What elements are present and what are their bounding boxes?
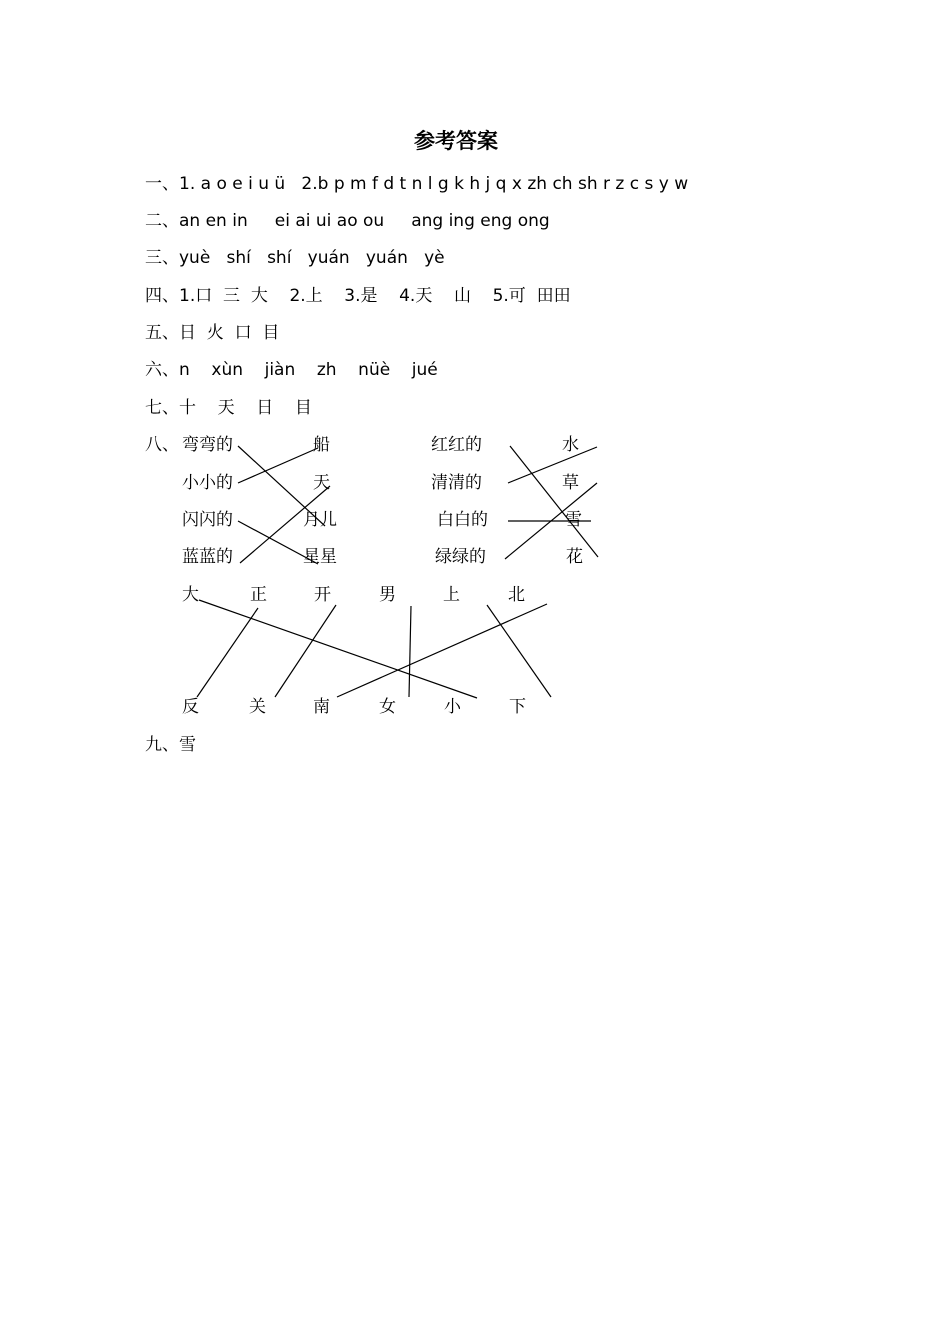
line-o-4 xyxy=(409,606,411,697)
match-a-right-2: 天 xyxy=(313,473,330,493)
answer-4: 四、1.口 三 大 2.上 3.是 4.天 山 5.可 田田 xyxy=(145,286,571,306)
opposite-bottom-4: 女 xyxy=(379,697,396,717)
match-a-right-4: 星星 xyxy=(303,547,337,567)
match-b-left-4: 绿绿的 xyxy=(435,547,486,567)
line-o-2 xyxy=(197,608,258,697)
match-b-right-4: 花 xyxy=(566,547,583,567)
match-a-right-1: 船 xyxy=(313,435,330,455)
opposite-bottom-5: 小 xyxy=(444,697,461,717)
answer-3: 三、yuè shí shí yuán yuán yè xyxy=(145,248,445,268)
match-a-left-4: 蓝蓝的 xyxy=(182,547,233,567)
page-title: 参考答案 xyxy=(414,129,498,153)
answer-8-label: 八、 xyxy=(145,435,179,455)
line-o-5 xyxy=(487,605,551,697)
opposite-bottom-3: 南 xyxy=(313,697,330,717)
line-a-2 xyxy=(238,448,318,483)
match-b-left-1: 红红的 xyxy=(431,435,482,455)
line-o-1 xyxy=(199,600,477,698)
answer-6: 六、n xùn jiàn zh nüè jué xyxy=(145,360,438,380)
opposite-bottom-6: 下 xyxy=(509,697,526,717)
match-b-left-2: 清清的 xyxy=(431,473,482,493)
match-a-right-3: 月儿 xyxy=(303,510,337,530)
answer-7: 七、十 天 日 目 xyxy=(145,398,312,418)
match-b-left-3: 白白的 xyxy=(437,510,488,530)
match-b-right-1: 水 xyxy=(562,435,579,455)
opposite-bottom-2: 关 xyxy=(249,697,266,717)
line-o-3 xyxy=(275,605,336,697)
line-b-1 xyxy=(510,446,598,557)
match-b-right-2: 草 xyxy=(562,473,579,493)
opposite-top-4: 男 xyxy=(379,585,396,605)
opposite-top-1: 大 xyxy=(182,585,199,605)
match-a-left-1: 弯弯的 xyxy=(182,435,233,455)
match-b-right-3: 雪 xyxy=(565,510,582,530)
opposite-top-2: 正 xyxy=(250,585,267,605)
opposite-top-6: 北 xyxy=(508,585,525,605)
answer-5: 五、日 火 口 目 xyxy=(145,323,280,343)
opposite-bottom-1: 反 xyxy=(182,697,199,717)
line-o-6 xyxy=(337,604,547,697)
match-a-left-2: 小小的 xyxy=(182,473,233,493)
opposite-top-5: 上 xyxy=(443,585,460,605)
opposite-top-3: 开 xyxy=(314,585,331,605)
line-b-4 xyxy=(505,483,597,559)
line-b-2 xyxy=(508,447,597,483)
match-a-left-3: 闪闪的 xyxy=(182,510,233,530)
answer-1: 一、1. a o e i u ü 2.b p m f d t n l g k h j q x zh ch sh r z c s y w xyxy=(145,174,689,194)
answer-9: 九、雪 xyxy=(145,735,196,755)
answer-2: 二、an en in ei ai ui ao ou ang ing eng ong xyxy=(145,211,550,231)
